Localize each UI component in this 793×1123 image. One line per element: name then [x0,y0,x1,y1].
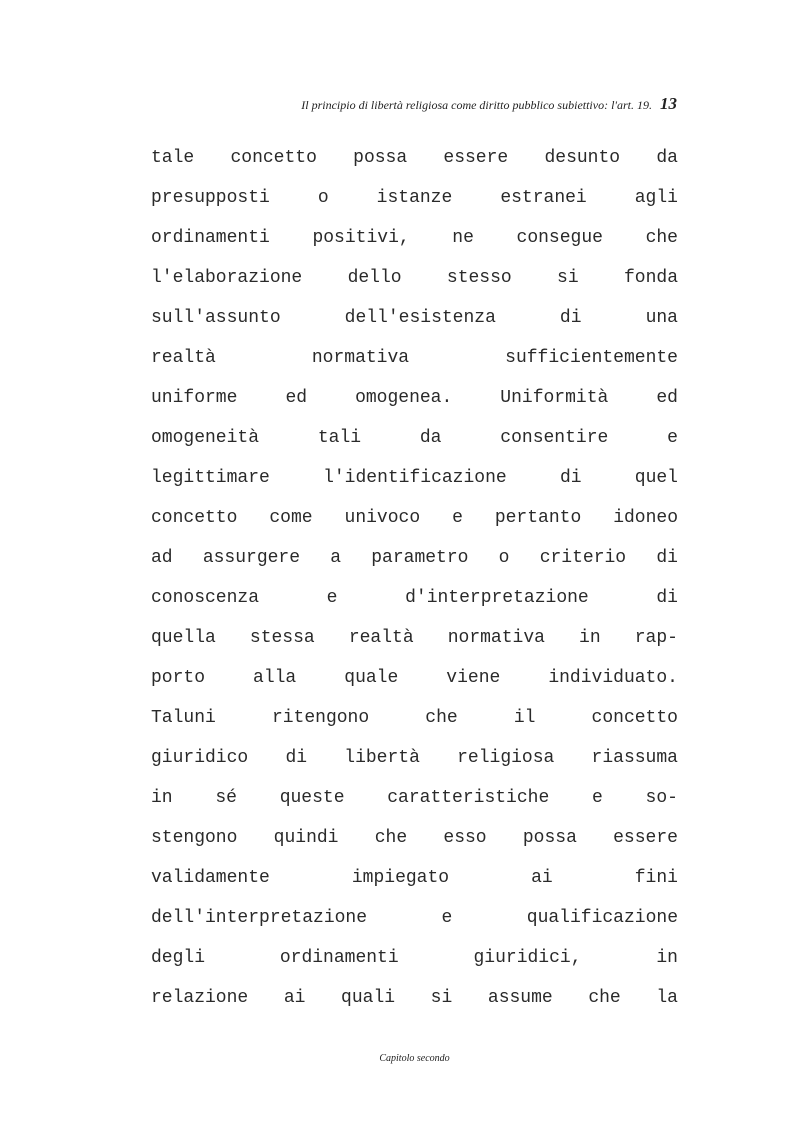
word: idoneo [613,508,678,528]
word: concetto [591,708,678,728]
word: e [452,508,463,528]
word: porto [151,668,206,688]
word: quella [151,628,216,648]
word: fonda [623,268,678,288]
word: individuato. [548,668,678,688]
word: criterio [539,548,627,568]
word: conoscenza [151,588,260,608]
text-line [151,898,678,938]
word: a [330,548,342,568]
word: consentire [500,428,609,448]
word: rap- [634,628,678,648]
word: qualificazione [526,908,678,928]
word: l'elaborazione [151,268,303,288]
word: da [656,148,678,168]
word: omogeneità [151,428,260,448]
word: presupposti [151,188,270,208]
text-line [151,418,678,458]
word: caratteristiche [387,788,550,808]
word: che [645,228,678,248]
word: di [656,588,678,608]
running-title: Il principio di libertà religiosa come diritto pubblico subiettivo: l'art. 19. [301,98,652,112]
word: consegue [516,228,603,248]
word: riassuma [591,748,678,768]
word: degli [151,948,206,968]
text-line [151,338,678,378]
word: stessa [249,628,315,648]
word: di [559,468,582,488]
text-line [151,978,678,1018]
word: o [317,188,329,208]
word: che [374,828,408,848]
word: realtà [151,348,216,368]
word: so- [645,788,678,808]
word: libertà [344,748,420,768]
word: validamente [151,868,270,888]
word: Taluni [151,708,216,728]
word: viene [446,668,501,688]
word: concetto [230,148,317,168]
word: univoco [344,508,421,528]
word: religiosa [457,748,555,768]
word: in [656,948,678,968]
word: dell'esistenza [344,308,496,328]
word: fini [634,868,678,888]
text-line [151,458,678,498]
word: quindi [273,828,339,848]
word: in [579,628,601,648]
word: che [425,708,458,728]
text-line [151,658,678,698]
word: omogenea. [355,388,453,408]
word: pertanto [494,508,582,528]
word: ordinamenti [279,948,399,968]
word: assume [487,988,553,1008]
page-number: 13 [660,94,677,113]
word: l'identificazione [323,468,507,488]
text-line [151,218,678,258]
word: ai [283,988,306,1008]
word: ordinamenti [151,228,270,248]
word: da [419,428,442,448]
word: tale [151,148,195,168]
word: la [656,988,678,1008]
word: queste [279,788,345,808]
running-header [301,94,677,114]
text-line [151,618,678,658]
word: sé [215,788,237,808]
word: in [151,788,173,808]
word: e [326,588,338,608]
text-line [151,138,678,178]
word: ritengono [271,708,370,728]
word: positivi, [312,228,410,248]
word: giuridici, [473,948,582,968]
word: e [667,428,678,448]
word: che [588,988,621,1008]
word: impiegato [351,868,450,888]
word: alla [253,668,297,688]
word: tali [317,428,362,448]
text-line [151,738,678,778]
text-line [151,258,678,298]
word: legittimare [151,468,270,488]
word: concetto [151,508,238,528]
word: ai [531,868,553,888]
word: o [498,548,510,568]
word: dello [347,268,402,288]
word: Uniformità [500,388,609,408]
running-footer: Capitolo secondo [379,1053,450,1064]
word: ad [151,548,173,568]
word: e [592,788,603,808]
word: di [285,748,308,768]
word: giuridico [151,748,249,768]
word: parametro [371,548,469,568]
word: normativa [311,348,410,368]
word: d'interpretazione [405,588,589,608]
word: ed [656,388,678,408]
word: estranei [500,188,587,208]
word: possa [522,828,577,848]
word: istanze [376,188,453,208]
text-line [151,378,678,418]
word: realtà [348,628,414,648]
text-line [151,498,678,538]
word: stesso [446,268,512,288]
word: desunto [544,148,621,168]
word: assurgere [202,548,301,568]
text-line [151,178,678,218]
word: di [656,548,678,568]
word: e [441,908,453,928]
body-text [151,138,678,1018]
text-line [151,698,678,738]
word: uniforme [151,388,238,408]
text-line [151,578,678,618]
word: quale [344,668,399,688]
word: esso [443,828,487,848]
word: sufficientemente [505,348,678,368]
text-line [151,818,678,858]
word: stengono [151,828,238,848]
word: quali [341,988,396,1008]
text-line [151,778,678,818]
text-line [151,298,678,338]
word: sull'assunto [151,308,281,328]
text-line [151,538,678,578]
word: dell'interpretazione [151,908,368,928]
word: si [557,268,579,288]
word: ed [285,388,308,408]
word: agli [634,188,678,208]
word: possa [353,148,408,168]
text-line [151,858,678,898]
word: quel [634,468,678,488]
word: come [269,508,313,528]
word: normativa [447,628,545,648]
word: di [559,308,582,328]
word: relazione [151,988,249,1008]
word: si [430,988,453,1008]
word: una [645,308,678,328]
text-line [151,938,678,978]
word: il [513,708,536,728]
word: ne [452,228,474,248]
word: essere [613,828,678,848]
word: essere [443,148,509,168]
